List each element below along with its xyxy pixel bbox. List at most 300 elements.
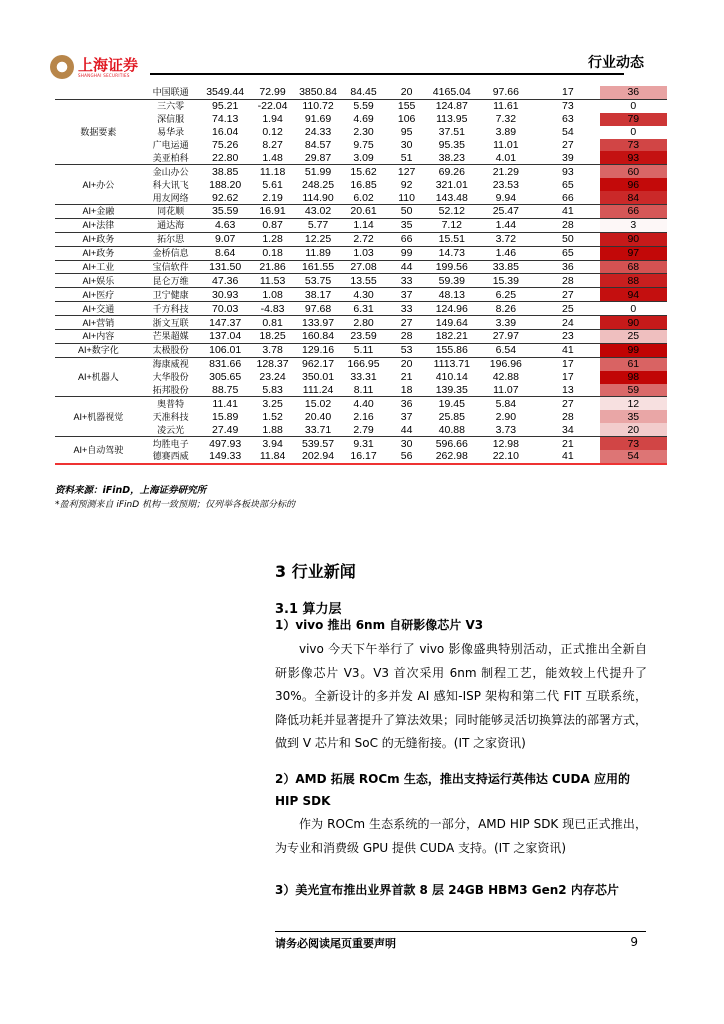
score-cell: 90 xyxy=(600,232,667,246)
sector-cell: AI+金融 xyxy=(55,205,142,219)
page-number: 9 xyxy=(630,935,638,949)
value-cell: 33.85 xyxy=(476,260,537,274)
value-cell: 6.02 xyxy=(342,191,385,204)
value-cell: 38.23 xyxy=(428,151,476,164)
value-cell: 84.57 xyxy=(304,139,332,151)
sector-cell: AI+工业 xyxy=(55,260,142,274)
company-cell: 芒果超媒 xyxy=(142,330,200,344)
score-cell: 66 xyxy=(600,205,667,219)
value-cell: 3.09 xyxy=(342,151,385,164)
value-cell: 539.57 xyxy=(301,437,335,450)
table-row xyxy=(55,246,667,260)
value-cell: 50 xyxy=(536,232,599,246)
value-cell: 4.69 xyxy=(353,113,374,126)
value-cell: 92 xyxy=(400,178,413,191)
company-cell: 千方科技 xyxy=(142,302,200,316)
value-cell: 97.66 xyxy=(476,86,537,99)
value-cell: 33 xyxy=(385,274,428,288)
score-cell: 20 xyxy=(600,423,667,436)
value-cell: 20 xyxy=(385,86,428,99)
value-cell: 15.02 xyxy=(304,397,332,410)
value-cell: 54 xyxy=(562,126,574,139)
value-cell: 7.12 xyxy=(428,218,476,232)
sector-cell: AI+政务 xyxy=(55,246,142,260)
value-cell: 9.75 xyxy=(353,139,374,151)
value-cell: 596.66 xyxy=(435,437,468,450)
score-cell: 0 xyxy=(600,126,667,139)
value-cell: 20 xyxy=(400,358,413,371)
value-cell: 44 xyxy=(385,260,428,274)
table-row xyxy=(55,86,667,99)
table-row xyxy=(55,410,667,423)
table-source: 资料来源：iFinD，上海证券研究所 xyxy=(55,485,207,496)
value-cell: 37 xyxy=(400,410,413,423)
table-row xyxy=(55,178,667,191)
value-cell: 139.35 xyxy=(428,384,476,397)
value-cell: 3.73 xyxy=(476,423,537,436)
value-cell: 497.93 xyxy=(209,437,242,450)
value-cell: 3850.84 xyxy=(294,86,342,99)
value-cell: 16.91 xyxy=(251,205,294,219)
score-cell: 98 xyxy=(600,371,667,384)
table-row xyxy=(55,139,667,152)
value-cell: 20.61 xyxy=(342,205,385,219)
value-cell: 30 xyxy=(400,437,413,450)
table-row xyxy=(55,302,667,316)
value-cell: 47.36 xyxy=(200,274,251,288)
value-cell: 50 xyxy=(385,205,428,219)
value-cell: 38.85 xyxy=(212,165,239,178)
value-cell: 74.13 xyxy=(212,113,239,126)
value-cell: 131.50 xyxy=(200,260,251,274)
company-cell: 天准科技 xyxy=(152,411,189,422)
company-cell: 易华录 xyxy=(157,127,185,138)
value-cell: 23 xyxy=(536,330,599,344)
sector-cell: AI+内容 xyxy=(55,330,142,344)
value-cell: 56 xyxy=(385,450,428,464)
value-cell: 160.84 xyxy=(294,330,342,344)
value-cell: 63 xyxy=(562,113,574,126)
value-cell: 22.80 xyxy=(200,151,251,164)
value-cell: 75.26 xyxy=(212,139,239,151)
value-cell: 110.72 xyxy=(302,100,334,113)
footer-divider xyxy=(275,931,646,932)
value-cell: 1113.71 xyxy=(433,358,470,371)
table-row xyxy=(55,126,667,139)
value-cell: 44 xyxy=(385,423,428,436)
value-cell: 15.62 xyxy=(350,165,377,178)
value-cell: 127 xyxy=(397,165,416,178)
value-cell: 1.03 xyxy=(342,246,385,260)
company-cell: 海康威视 xyxy=(152,359,189,370)
table-note: *盈利预测来自 iFinD 机构一致预期；仅列举各板块部分标的 xyxy=(55,500,296,510)
value-cell: 19.45 xyxy=(438,397,465,410)
value-cell: 37 xyxy=(385,288,428,302)
table-row xyxy=(55,113,667,126)
value-cell: 15.51 xyxy=(428,232,476,246)
value-cell: 28 xyxy=(536,274,599,288)
news-body: 作为 ROCm 生态系统的一部分，AMD HIP SDK 现已正式推出，为专业和消费级 GPU 提供 CUDA 支持。(IT 之家资讯) xyxy=(275,817,647,855)
value-cell: 5.83 xyxy=(251,384,294,397)
value-cell: 5.77 xyxy=(294,218,342,232)
value-cell: 22.10 xyxy=(476,450,537,464)
sector-cell: AI+机器人 xyxy=(55,357,142,397)
value-cell: 124.87 xyxy=(435,100,468,113)
company-cell: 奥普特 xyxy=(157,398,185,409)
value-cell: 137.04 xyxy=(200,330,251,344)
value-cell: 30 xyxy=(400,139,413,151)
news-title: 2）AMD 拓展 ROCm 生态，推出支持运行英伟达 CUDA 应用的 HIP SDK xyxy=(275,772,630,808)
value-cell: 831.66 xyxy=(209,358,242,371)
value-cell: 11.84 xyxy=(251,450,294,464)
value-cell: 16.04 xyxy=(212,126,239,139)
company-cell: 拓尔思 xyxy=(142,232,200,246)
value-cell: 20.40 xyxy=(304,410,332,423)
company-cell: 三六零 xyxy=(157,101,185,112)
table-row xyxy=(55,205,667,219)
value-cell: 149.33 xyxy=(200,450,251,464)
value-cell: 17 xyxy=(562,358,574,371)
value-cell: 21 xyxy=(562,437,574,450)
table-row xyxy=(55,357,667,370)
company-cell: 浙文互联 xyxy=(142,316,200,330)
value-cell: 8.27 xyxy=(262,139,283,151)
value-cell: 106.01 xyxy=(200,343,251,357)
value-cell: 33.71 xyxy=(294,423,342,436)
value-cell: 5.59 xyxy=(353,100,374,113)
score-cell: 73 xyxy=(600,437,667,450)
company-cell: 均胜电子 xyxy=(152,438,189,449)
value-cell: 3.94 xyxy=(262,437,283,450)
sector-cell: AI+娱乐 xyxy=(55,274,142,288)
value-cell: 21.29 xyxy=(492,165,519,178)
value-cell: 53 xyxy=(385,343,428,357)
company-cell: 中国联通 xyxy=(142,86,200,99)
value-cell: 37.51 xyxy=(438,126,465,139)
value-cell: 40.88 xyxy=(428,423,476,436)
value-cell: 28 xyxy=(385,330,428,344)
value-cell: 27 xyxy=(536,288,599,302)
value-cell: 9.07 xyxy=(200,232,251,246)
value-cell: 11.41 xyxy=(212,397,238,410)
value-cell: 155 xyxy=(397,100,416,113)
value-cell: 27.49 xyxy=(200,423,251,436)
value-cell: 129.16 xyxy=(294,343,342,357)
company-cell: 大华股份 xyxy=(152,372,189,383)
value-cell: 21.86 xyxy=(251,260,294,274)
value-cell: 3549.44 xyxy=(200,86,251,99)
value-cell: 4.40 xyxy=(353,397,374,410)
value-cell: 6.31 xyxy=(342,302,385,316)
value-cell: 111.24 xyxy=(294,384,342,397)
value-cell: -4.83 xyxy=(251,302,294,316)
value-cell: 17 xyxy=(562,371,574,384)
score-cell: 96 xyxy=(600,178,667,191)
sector-cell: AI+办公 xyxy=(55,165,142,205)
header-divider xyxy=(150,73,624,75)
score-cell: 36 xyxy=(600,86,667,99)
value-cell: 95.35 xyxy=(438,139,465,151)
value-cell: 1.52 xyxy=(262,410,283,423)
value-cell: 66 xyxy=(536,191,599,204)
value-cell: 17 xyxy=(536,86,599,99)
value-cell: 262.98 xyxy=(428,450,476,464)
value-cell: 25.47 xyxy=(476,205,537,219)
value-cell: 69.26 xyxy=(438,165,465,178)
value-cell: 4165.04 xyxy=(428,86,476,99)
value-cell: 8.11 xyxy=(342,384,385,397)
value-cell: 106 xyxy=(397,113,416,126)
value-cell: 11.61 xyxy=(493,100,519,113)
value-cell: 0.12 xyxy=(262,126,283,139)
company-cell: 科大讯飞 xyxy=(152,179,189,190)
value-cell: 24 xyxy=(536,316,599,330)
value-cell: 59.39 xyxy=(428,274,476,288)
value-cell: 93 xyxy=(562,165,574,178)
score-cell: 61 xyxy=(600,357,667,370)
value-cell: 8.26 xyxy=(476,302,537,316)
value-cell: 88.75 xyxy=(200,384,251,397)
company-cell: 拓邦股份 xyxy=(142,384,200,397)
value-cell: 92.62 xyxy=(200,191,251,204)
score-cell: 60 xyxy=(600,165,667,178)
value-cell: 8.64 xyxy=(200,246,251,260)
value-cell: 248.25 xyxy=(301,178,335,191)
value-cell: 11.01 xyxy=(493,139,519,151)
sector-cell: AI+法律 xyxy=(55,218,142,232)
value-cell: 25.85 xyxy=(438,410,465,423)
section-title: 3 行业新闻 xyxy=(275,562,356,581)
table-row xyxy=(55,165,667,178)
value-cell: 65 xyxy=(562,178,574,191)
company-cell: 宝信软件 xyxy=(142,260,200,274)
value-cell: 24.33 xyxy=(304,126,332,139)
value-cell: 9.94 xyxy=(476,191,537,204)
sector-cell xyxy=(55,86,142,99)
value-cell: 182.21 xyxy=(428,330,476,344)
value-cell: 13.55 xyxy=(342,274,385,288)
value-cell: 1.44 xyxy=(476,218,537,232)
value-cell: 3.72 xyxy=(476,232,537,246)
value-cell: 7.32 xyxy=(495,113,517,126)
value-cell: 18.25 xyxy=(251,330,294,344)
value-cell: 23.53 xyxy=(492,178,519,191)
value-cell: 128.37 xyxy=(256,358,289,371)
value-cell: 84.45 xyxy=(342,86,385,99)
score-cell: 3 xyxy=(600,218,667,232)
value-cell: 147.37 xyxy=(200,316,251,330)
subsection-title: 3.1 算力层 xyxy=(275,602,342,617)
value-cell: 9.31 xyxy=(353,437,374,450)
value-cell: 1.46 xyxy=(476,246,537,260)
value-cell: 36 xyxy=(400,397,413,410)
value-cell: -22.04 xyxy=(257,100,288,113)
table-row xyxy=(55,371,667,384)
table-row xyxy=(55,232,667,246)
value-cell: 91.69 xyxy=(304,113,332,126)
value-cell: 149.64 xyxy=(428,316,476,330)
table-row xyxy=(55,191,667,204)
value-cell: 0.87 xyxy=(251,218,294,232)
score-cell: 88 xyxy=(600,274,667,288)
value-cell: 3.39 xyxy=(476,316,537,330)
value-cell: 15.89 xyxy=(212,410,239,423)
value-cell: 188.20 xyxy=(209,178,242,191)
value-cell: 51.99 xyxy=(304,165,332,178)
company-cell: 同花顺 xyxy=(142,205,200,219)
company-cell: 德赛西威 xyxy=(142,450,200,464)
value-cell: 28 xyxy=(562,410,574,423)
sector-cell: AI+营销 xyxy=(55,316,142,330)
score-cell: 97 xyxy=(600,246,667,260)
value-cell: 35 xyxy=(385,218,428,232)
value-cell: 72.99 xyxy=(251,86,294,99)
value-cell: 11.07 xyxy=(476,384,537,397)
table-row xyxy=(55,450,667,464)
value-cell: 6.25 xyxy=(476,288,537,302)
score-cell: 0 xyxy=(600,302,667,316)
value-cell: 27 xyxy=(385,316,428,330)
company-cell: 昆仑万维 xyxy=(142,274,200,288)
table-row xyxy=(55,99,667,112)
score-cell: 79 xyxy=(600,113,667,126)
value-cell: 3.89 xyxy=(495,126,517,139)
value-cell: 2.90 xyxy=(495,410,517,423)
news-title: 1）vivo 推出 6nm 自研影像芯片 V3 xyxy=(275,618,484,632)
value-cell: 42.88 xyxy=(492,371,519,384)
sector-cell: AI+医疗 xyxy=(55,288,142,302)
value-cell: 2.72 xyxy=(342,232,385,246)
value-cell: 65 xyxy=(536,246,599,260)
score-cell: 73 xyxy=(600,139,667,152)
value-cell: 0.18 xyxy=(251,246,294,260)
sector-cell: AI+交通 xyxy=(55,302,142,316)
value-cell: 41 xyxy=(536,450,599,464)
value-cell: 0.81 xyxy=(251,316,294,330)
value-cell: 16.17 xyxy=(342,450,385,464)
value-cell: 27 xyxy=(562,397,574,410)
value-cell: 11.53 xyxy=(251,274,294,288)
value-cell: 5.11 xyxy=(342,343,385,357)
footer-disclaimer: 请务必阅读尾页重要声明 xyxy=(275,937,396,950)
value-cell: 110 xyxy=(385,191,428,204)
value-cell: 196.96 xyxy=(489,358,522,371)
logo-en: SHANGHAI SECURITIES xyxy=(78,72,130,78)
table-row xyxy=(55,343,667,357)
company-cell: 金桥信息 xyxy=(142,246,200,260)
value-cell: 27.97 xyxy=(476,330,537,344)
score-cell: 93 xyxy=(600,151,667,164)
value-cell: 34 xyxy=(536,423,599,436)
score-cell: 68 xyxy=(600,260,667,274)
value-cell: 3.78 xyxy=(251,343,294,357)
table-row xyxy=(55,218,667,232)
value-cell: 2.30 xyxy=(353,126,374,139)
value-cell: 28 xyxy=(536,218,599,232)
value-cell: 305.65 xyxy=(209,371,242,384)
sector-cell: AI+机器视觉 xyxy=(55,397,142,437)
company-cell: 卫宁健康 xyxy=(142,288,200,302)
company-logo xyxy=(50,55,138,79)
table-row xyxy=(55,274,667,288)
value-cell: 41 xyxy=(536,343,599,357)
value-cell: 12.25 xyxy=(294,232,342,246)
value-cell: 53.75 xyxy=(294,274,342,288)
value-cell: 23.59 xyxy=(342,330,385,344)
value-cell: 36 xyxy=(536,260,599,274)
table-row xyxy=(55,151,667,164)
value-cell: 66 xyxy=(385,232,428,246)
value-cell: 99 xyxy=(385,246,428,260)
value-cell: 14.73 xyxy=(428,246,476,260)
value-cell: 350.01 xyxy=(301,371,335,384)
value-cell: 962.17 xyxy=(301,358,335,371)
value-cell: 27.08 xyxy=(342,260,385,274)
table-row xyxy=(55,316,667,330)
sector-cell: AI+数字化 xyxy=(55,343,142,357)
company-cell: 美亚柏科 xyxy=(142,151,200,164)
value-cell: 12.98 xyxy=(492,437,519,450)
company-cell: 通达海 xyxy=(142,218,200,232)
value-cell: 133.97 xyxy=(294,316,342,330)
value-cell: 25 xyxy=(536,302,599,316)
value-cell: 2.80 xyxy=(342,316,385,330)
news-body: vivo 今天下午举行了 vivo 影像盛典特别活动，正式推出全新自研影像芯片 V3。V3 首次采用 6nm 制程工艺，能效较上代提升了 30%。全新设计的多并发 AI 感知-ISP 架构和第二代 FIT 互联系统，降低功耗并显著提升了算法效果；同时能够灵活切换算法的部署方式，做到 V 芯片和 SoC 的无缝衔接。(IT 之家资讯) xyxy=(275,642,648,750)
table-row xyxy=(55,397,667,410)
score-cell: 84 xyxy=(600,191,667,204)
value-cell: 321.01 xyxy=(435,178,468,191)
table-row xyxy=(55,260,667,274)
value-cell: 4.63 xyxy=(200,218,251,232)
value-cell: 2.19 xyxy=(251,191,294,204)
score-cell: 59 xyxy=(600,384,667,397)
table-row xyxy=(55,330,667,344)
value-cell: 5.84 xyxy=(495,397,517,410)
value-cell: 97.68 xyxy=(294,302,342,316)
value-cell: 4.30 xyxy=(342,288,385,302)
value-cell: 3.25 xyxy=(262,397,283,410)
value-cell: 199.56 xyxy=(428,260,476,274)
value-cell: 43.02 xyxy=(294,205,342,219)
value-cell: 15.39 xyxy=(476,274,537,288)
value-cell: 114.90 xyxy=(294,191,342,204)
value-cell: 18 xyxy=(385,384,428,397)
value-cell: 51 xyxy=(385,151,428,164)
value-cell: 124.96 xyxy=(428,302,476,316)
value-cell: 1.94 xyxy=(262,113,283,126)
value-cell: 202.94 xyxy=(294,450,342,464)
value-cell: 39 xyxy=(536,151,599,164)
value-cell: 6.54 xyxy=(476,343,537,357)
table-row xyxy=(55,384,667,397)
logo-cn: 上海证券 xyxy=(78,55,139,74)
value-cell: 52.12 xyxy=(428,205,476,219)
value-cell: 21 xyxy=(400,371,413,384)
company-cell: 金山办公 xyxy=(152,166,189,177)
value-cell: 1.08 xyxy=(251,288,294,302)
value-cell: 2.16 xyxy=(353,410,374,423)
value-cell: 38.17 xyxy=(294,288,342,302)
news-title: 3）美光宣布推出业界首款 8 层 24GB HBM3 Gen2 内存芯片 xyxy=(275,883,619,897)
score-cell: 90 xyxy=(600,316,667,330)
company-cell: 太极股份 xyxy=(142,343,200,357)
value-cell: 143.48 xyxy=(428,191,476,204)
value-cell: 23.24 xyxy=(259,371,286,384)
table-row xyxy=(55,423,667,436)
value-cell: 1.14 xyxy=(342,218,385,232)
value-cell: 73 xyxy=(562,100,574,113)
value-cell: 161.55 xyxy=(294,260,342,274)
